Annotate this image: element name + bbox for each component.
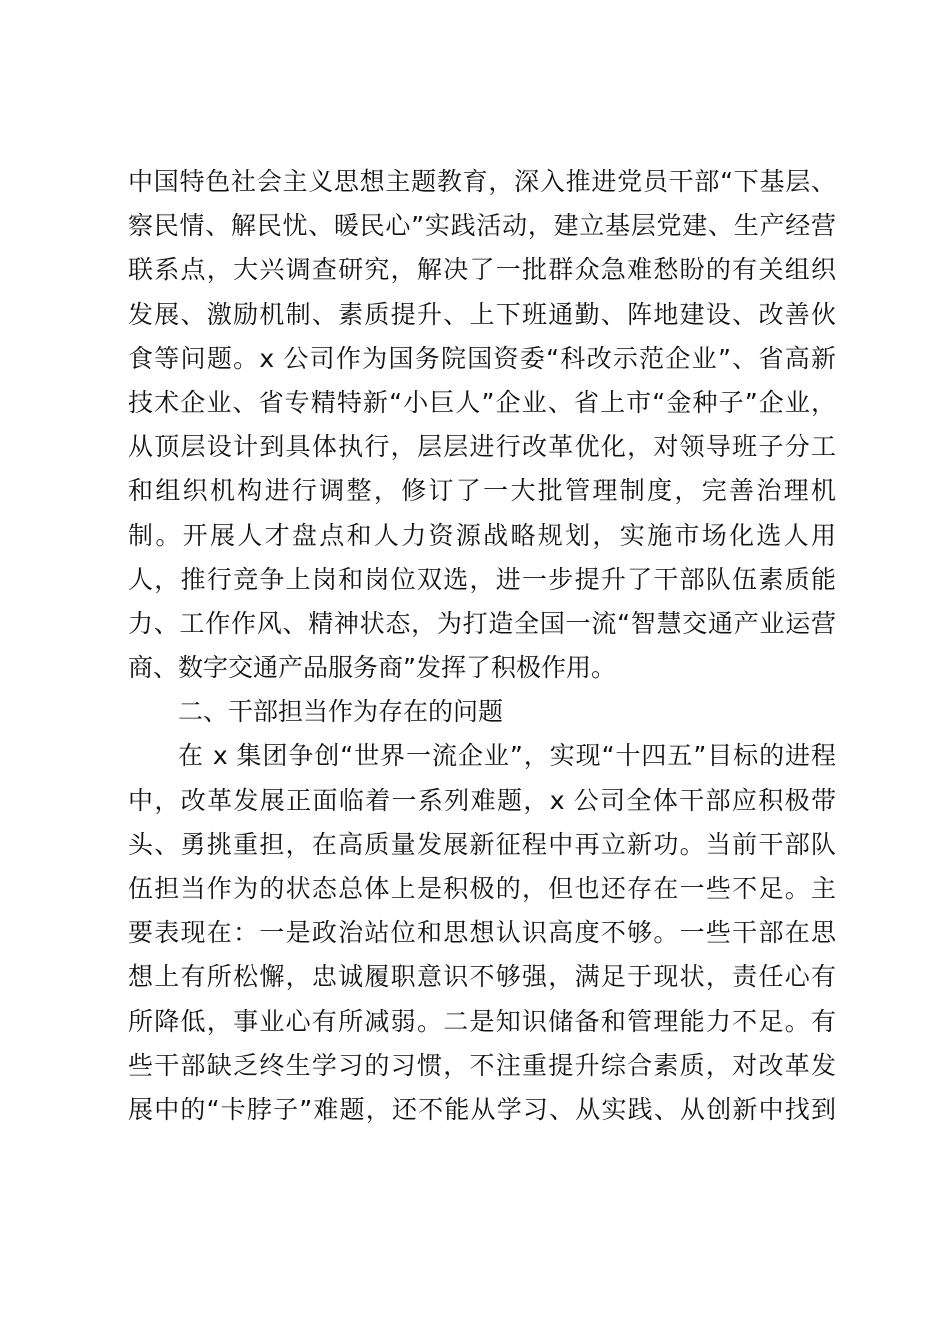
text-line: 发展、激励机制、素质提升、上下班通勤、阵地建设、改善伙 xyxy=(128,299,836,329)
text-line: 中，改革发展正面临着一系列难题，x 公司全体干部应积极带 xyxy=(128,785,836,815)
section-heading: 二、干部担当作为存在的问题 xyxy=(178,697,504,727)
text-line: 和组织机构进行调整，修订了一大批管理制度，完善治理机 xyxy=(128,476,836,506)
text-line: 头、勇挑重担，在高质量发展新征程中再立新功。当前干部队 xyxy=(128,829,836,859)
text-line: 要表现在：一是政治站位和思想认识高度不够。一些干部在思 xyxy=(128,918,836,948)
text-line: 伍担当作为的状态总体上是积极的，但也还存在一些不足。主 xyxy=(128,874,836,903)
text-line: 力、工作作风、精神状态，为打造全国一流“智慧交通产业运营 xyxy=(128,608,836,638)
document-body xyxy=(128,160,836,1132)
text-line: 中国特色社会主义思想主题教育，深入推进党员干部“下基层、 xyxy=(128,167,836,196)
text-line: 些干部缺乏终生学习的习惯，不注重提升综合素质，对改革发 xyxy=(128,1050,836,1080)
text-line: 想上有所松懈，忠诚履职意识不够强，满足于现状，责任心有 xyxy=(128,962,836,992)
text-line: 人，推行竞争上岗和岗位双选，进一步提升了干部队伍素质能 xyxy=(128,564,836,594)
text-line: 展中的“卡脖子”难题，还不能从学习、从实践、从创新中找到 xyxy=(128,1094,836,1124)
text-line: 技术企业、省专精特新“小巨人”企业、省上市“金种子”企业， xyxy=(128,387,836,417)
text-line: 所降低，事业心有所减弱。二是知识储备和管理能力不足。有 xyxy=(128,1006,836,1036)
text-line: 察民情、解民忧、暖民心”实践活动，建立基层党建、生产经营 xyxy=(128,211,836,241)
paragraph-first-line: 在 x 集团争创“世界一流企业”，实现“十四五”目标的进程 xyxy=(178,741,836,771)
text-line: 从顶层设计到具体执行，层层进行改革优化，对领导班子分工 xyxy=(128,432,836,462)
text-line: 联系点，大兴调查研究，解决了一批群众急难愁盼的有关组织 xyxy=(128,255,836,285)
text-line: 制。开展人才盘点和人力资源战略规划，实施市场化选人用 xyxy=(128,520,836,550)
text-line: 食等问题。x 公司作为国务院国资委“科改示范企业”、省高新 xyxy=(128,343,836,373)
paragraph-last-line: 商、数字交通产品服务商”发挥了积极作用。 xyxy=(128,653,616,683)
